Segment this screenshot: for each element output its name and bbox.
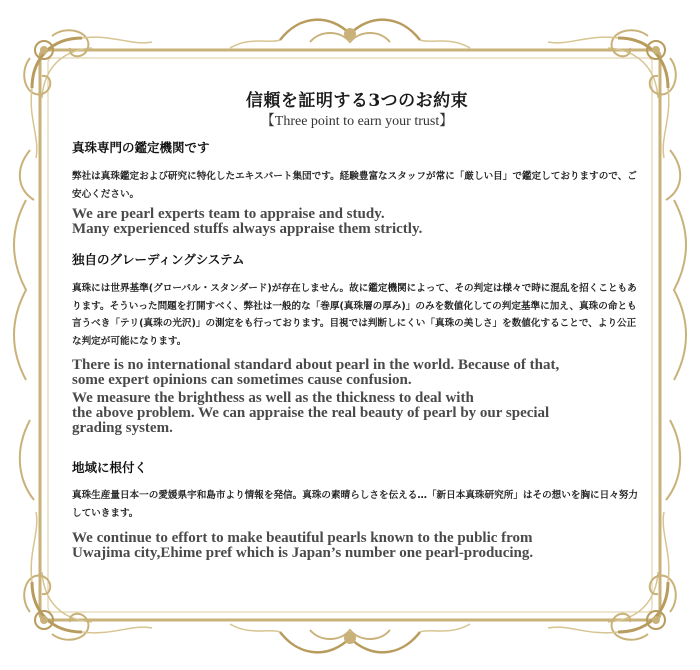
section-2-heading: 独自のグレーディングシステム	[72, 252, 245, 267]
section-2-english-text: There is no international standard about pearl in the world. Because of that, some expert opinions can sometimes cause confusion.	[72, 357, 560, 388]
section-1-japanese-text: 弊社は真珠鑑定および研究に特化したエキスパート集団です。経験豊富なスタッフが常に「厳しい目」で鑑定しておりますので、ご安心ください。	[72, 171, 637, 200]
section-3-english-text: We continue to effort to make beautiful pearls known to the public from Uwajima city,Ehime pref which is Japan’s number one pearl-producing.	[72, 530, 534, 561]
section-2-japanese-text: 真珠には世界基準(グローバル・スタンダード)が存在しません。故に鑑定機関によって、その判定は様々で時に混乱を招くこともあります。そういった問題を打開すべく、弊社は一般的な「巻厚(真珠層の厚み)」のみを数値化しての判定基準に加え、真珠の命とも言うべき「テリ(真珠の光沢)」の測定をも行っております。目視では判断しにくい「真珠の美しさ」を数値化することで、より公正な判定が可能になります。	[72, 283, 637, 347]
page-subtitle: 【Three point to earn your trust】	[260, 114, 454, 129]
section-3-japanese-text: 真珠生産量日本一の愛媛県宇和島市より情報を発信。真珠の素晴らしさを伝える…「新日本真珠研究所」はその想いを胸に日々努力していきます。	[72, 490, 639, 519]
section-1-heading: 真珠専門の鑑定機関です	[72, 140, 210, 155]
section-2-english-text-2: We measure the brighthess as well as the thickness to deal with the above problem. We can appraise the real beauty of pearl by our special grading system.	[72, 390, 550, 436]
section-3-heading: 地域に根付く	[72, 460, 148, 475]
page-title: 信頼を証明する3つのお約束	[245, 91, 469, 111]
section-1-english-text: We are pearl experts team to appraise and study. Many experienced stuffs always appraise them strictly.	[72, 206, 423, 237]
